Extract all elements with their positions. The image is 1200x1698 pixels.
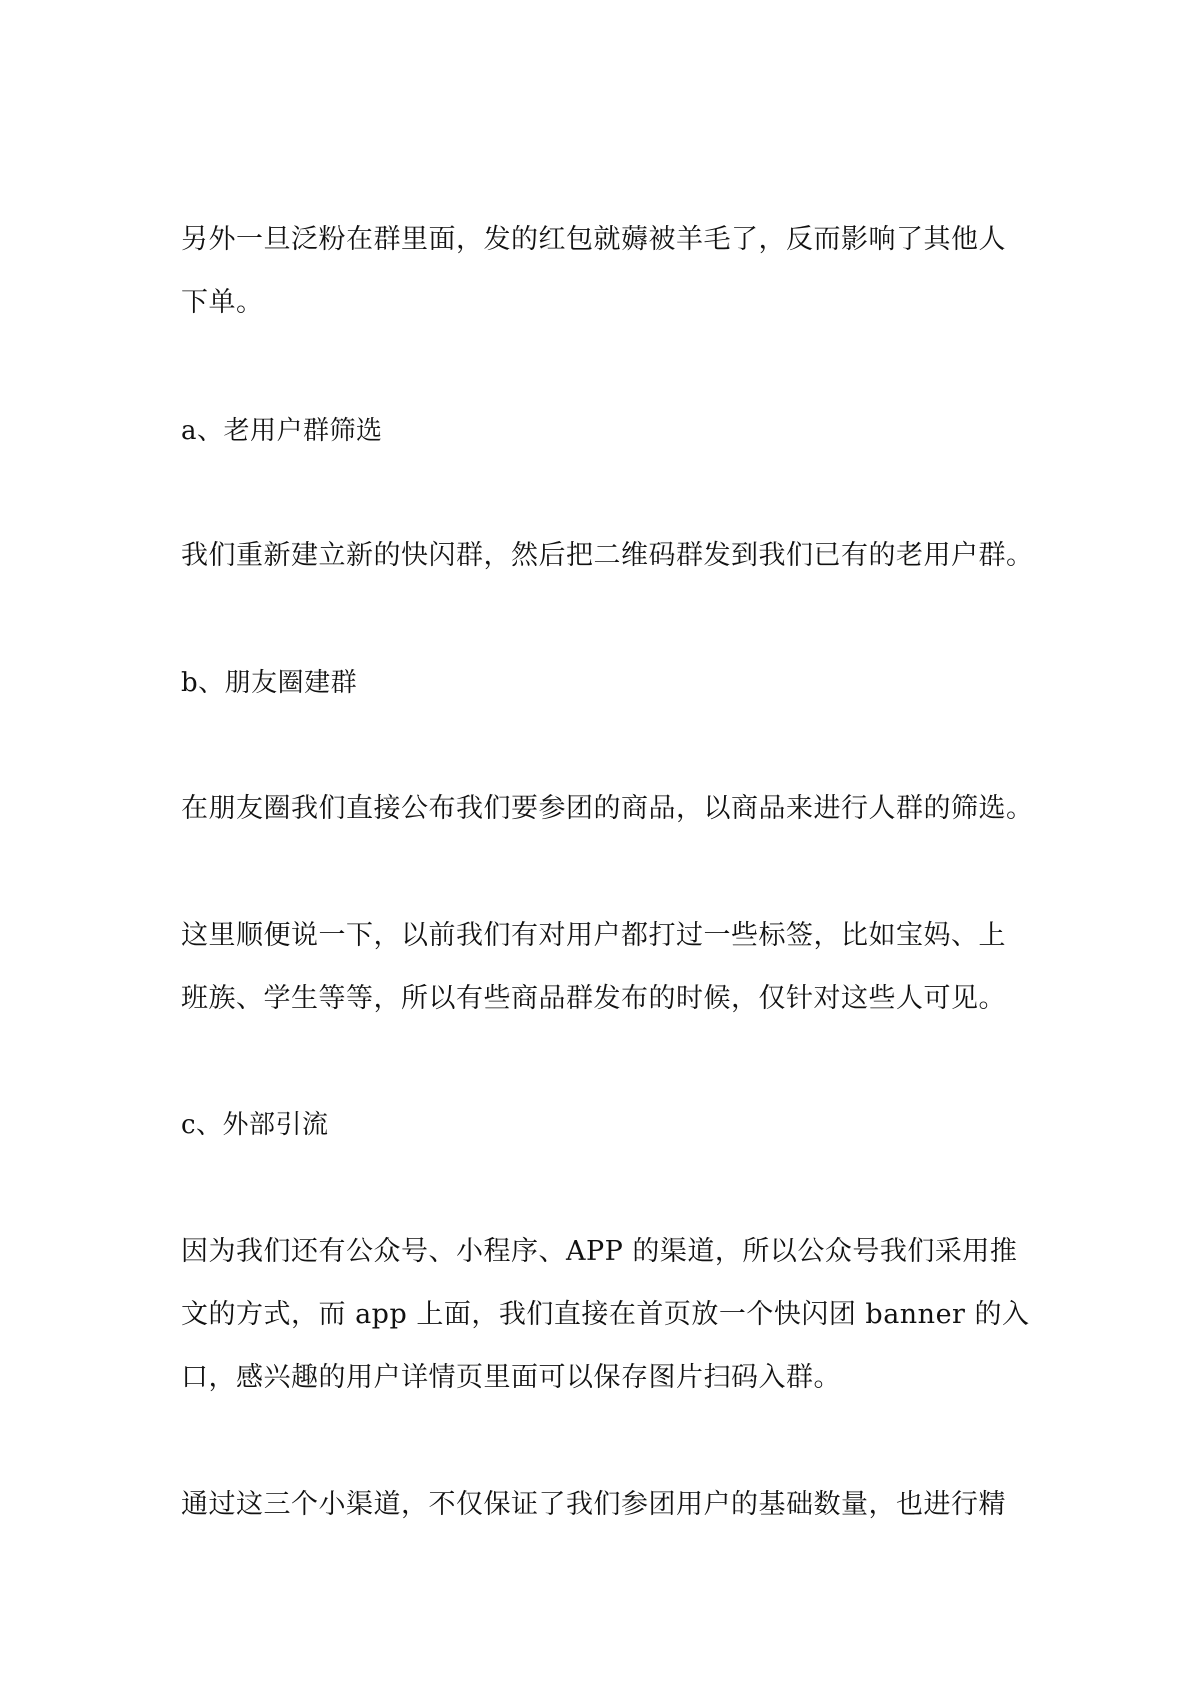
section-heading-b: b、朋友圈建群: [181, 668, 358, 698]
paragraph-line: 因为我们还有公众号、小程序、APP 的渠道，所以公众号我们采用推: [181, 1236, 1018, 1267]
paragraph-line: 通过这三个小渠道，不仅保证了我们参团用户的基础数量，也进行精: [181, 1489, 1006, 1520]
paragraph-line: 班族、学生等等，所以有些商品群发布的时候，仅针对这些人可见。: [181, 983, 1006, 1014]
paragraph-line: 文的方式，而 app 上面，我们直接在首页放一个快闪团 banner 的入: [181, 1299, 1030, 1330]
paragraph-line: 在朋友圈我们直接公布我们要参团的商品，以商品来进行人群的筛选。: [181, 793, 1034, 824]
paragraph-line: 口，感兴趣的用户详情页里面可以保存图片扫码入群。: [181, 1362, 841, 1393]
paragraph-line: 这里顺便说一下，以前我们有对用户都打过一些标签，比如宝妈、上: [181, 920, 1006, 951]
section-heading-c: c、外部引流: [181, 1110, 329, 1140]
paragraph-line: 我们重新建立新的快闪群，然后把二维码群发到我们已有的老用户群。: [181, 540, 1034, 571]
section-heading-a: a、老用户群筛选: [181, 416, 383, 446]
paragraph-line: 另外一旦泛粉在群里面，发的红包就薅被羊毛了，反而影响了其他人: [181, 224, 1006, 255]
paragraph-line: 下单。: [181, 287, 264, 318]
